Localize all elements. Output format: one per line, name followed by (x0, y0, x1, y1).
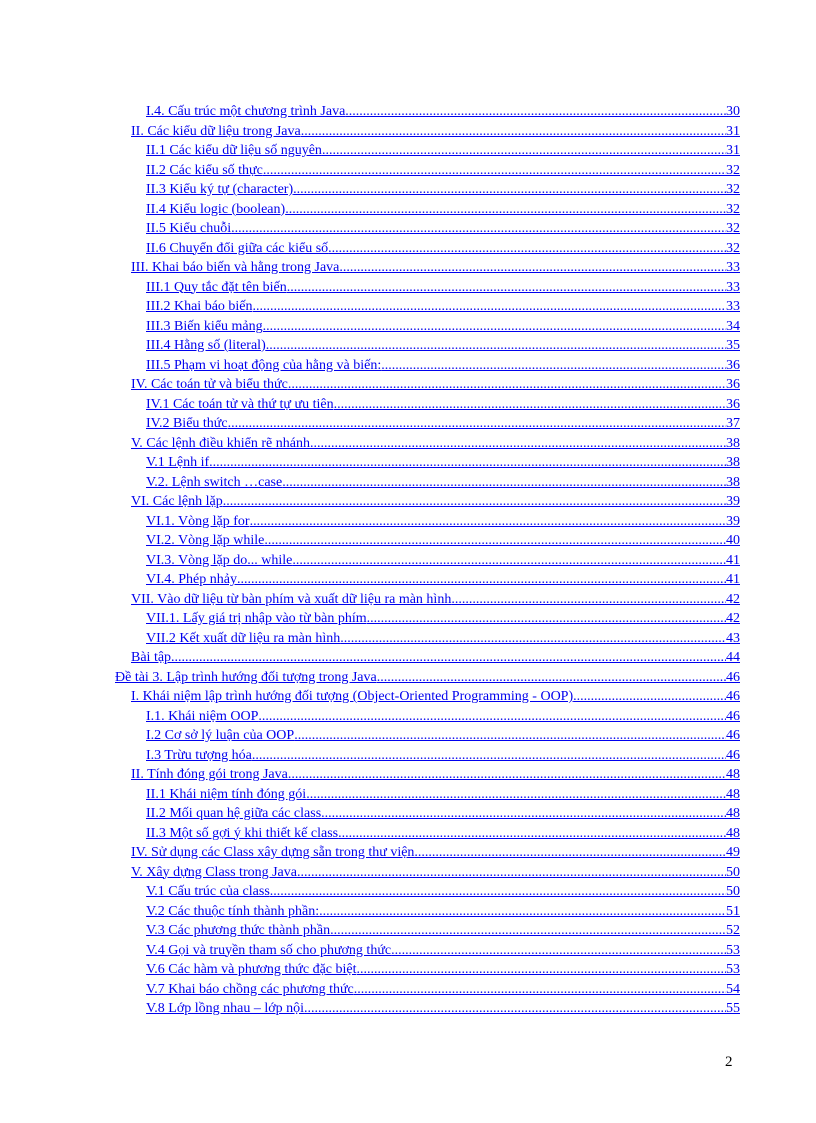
toc-entry-page: 33 (726, 299, 740, 314)
toc-entry[interactable] (131, 687, 740, 707)
toc-entry-page: 38 (726, 455, 740, 470)
toc-entry[interactable] (131, 843, 740, 863)
toc-entry-label: II.3 Một số gợi ý khi thiết kế class (146, 825, 339, 841)
toc-entry[interactable] (146, 707, 740, 727)
toc-dot-leader (253, 297, 726, 317)
toc-entry-label: I.2 Cơ sở lý luận của OOP (146, 728, 295, 743)
toc-dot-leader (321, 804, 726, 824)
toc-entry-page: 31 (726, 123, 740, 139)
toc-entry-label: Đề tài 3. Lập trình hướng đối tượng trong Java (115, 669, 377, 685)
toc-entry[interactable] (131, 492, 740, 512)
toc-entry-page: 32 (726, 162, 740, 178)
toc-entry-page: 42 (726, 591, 740, 607)
toc-dot-leader (357, 960, 727, 980)
toc-entry[interactable] (131, 590, 740, 610)
toc-entry-label: VII. Vào dữ liệu từ bàn phím và xuất dữ liệu ra màn hình (131, 591, 452, 607)
toc-entry[interactable] (146, 882, 740, 902)
toc-dot-leader (306, 785, 726, 805)
toc-dot-leader (338, 824, 726, 844)
toc-entry-label: II. Các kiểu dữ liệu trong Java (131, 123, 301, 139)
toc-entry-label: VI.3. Vòng lặp do... while (146, 552, 293, 568)
toc-entry[interactable] (131, 258, 740, 278)
toc-entry-label: I. Khái niệm lập trình hướng đối tượng (Object-Oriented Programming - OOP) (131, 689, 574, 704)
toc-dot-leader (301, 122, 726, 142)
toc-entry-label: IV. Sử dụng các Class xây dựng sẵn trong thư viện (131, 845, 415, 860)
toc-entry-label: II. Tính đóng gói trong Java (131, 767, 288, 782)
toc-dot-leader (237, 570, 726, 590)
toc-dot-leader (414, 843, 726, 863)
toc-entry-label: VII.1. Lấy giá trị nhập vào từ bàn phím (146, 611, 367, 626)
toc-dot-leader (223, 492, 726, 512)
toc-entry[interactable] (131, 648, 740, 668)
toc-dot-leader (367, 609, 726, 629)
toc-entry[interactable] (146, 317, 740, 337)
toc-entry-label: II.3 Kiểu ký tự (character) (146, 182, 294, 197)
toc-entry-page: 38 (726, 474, 740, 490)
toc-entry-page: 43 (726, 630, 740, 646)
toc-entry-label: VI. Các lệnh lặp (131, 494, 223, 509)
toc-entry-page: 42 (726, 611, 740, 626)
toc-dot-leader (319, 902, 726, 922)
toc-entry-page: 39 (726, 494, 740, 509)
toc-entry-label: II.4 Kiểu logic (boolean) (146, 201, 286, 217)
toc-dot-leader (270, 882, 726, 902)
toc-entry-label: VI.4. Phép nhảy (146, 572, 237, 587)
toc-dot-leader (287, 278, 726, 298)
toc-entry-page: 38 (726, 435, 740, 451)
toc-entry-label: II.1 Các kiểu dữ liệu số nguyên (146, 143, 322, 158)
toc-dot-leader (354, 980, 726, 1000)
toc-entry-page: 54 (726, 981, 740, 997)
toc-entry-label: V.2. Lệnh switch …case (146, 474, 283, 490)
toc-entry-label: III.2 Khai báo biến (146, 299, 253, 314)
toc-entry[interactable] (131, 375, 740, 395)
toc-dot-leader (263, 317, 726, 337)
toc-entry[interactable] (146, 824, 740, 844)
toc-entry-label: V.1 Cấu trúc của class (146, 884, 270, 899)
toc-entry[interactable] (146, 921, 740, 941)
toc-entry-label: II.2 Mối quan hệ giữa các class (146, 806, 322, 821)
toc-entry-page: 32 (726, 240, 740, 256)
toc-entry-page: 31 (726, 143, 740, 158)
toc-entry-page: 48 (726, 825, 740, 841)
toc-entry-page: 46 (726, 728, 740, 743)
toc-entry-page: 30 (726, 104, 740, 119)
toc-entry-label: II.5 Kiểu chuỗi (146, 221, 232, 236)
toc-dot-leader (304, 999, 726, 1019)
toc-entry-page: 50 (726, 884, 740, 899)
toc-dot-leader (209, 453, 726, 473)
toc-entry[interactable] (146, 902, 740, 922)
toc-entry-page: 36 (726, 377, 740, 392)
toc-entry-label: III.4 Hằng số (literal) (146, 338, 266, 353)
toc-dot-leader (282, 473, 726, 493)
toc-entry-label: V. Các lệnh điều khiển rẽ nhánh (131, 435, 310, 451)
toc-dot-leader (288, 375, 726, 395)
toc-entry[interactable] (146, 180, 740, 200)
toc-entry-page: 46 (726, 747, 740, 763)
toc-entry[interactable] (146, 980, 740, 1000)
toc-dot-leader (451, 590, 726, 610)
toc-entry-page: 33 (726, 279, 740, 295)
toc-entry[interactable] (146, 219, 740, 239)
toc-entry-page: 41 (726, 552, 740, 568)
toc-entry-label: IV.1 Các toán tử và thứ tự ưu tiên (146, 396, 334, 412)
toc-entry-label: V.6 Các hàm và phương thức đặc biệt (146, 962, 357, 977)
toc-entry-label: I.4. Cấu trúc một chương trình Java (146, 104, 346, 119)
toc-entry-page: 55 (726, 1001, 740, 1016)
toc-entry-page: 32 (726, 182, 740, 197)
toc-dot-leader (266, 336, 726, 356)
toc-entry[interactable] (146, 161, 740, 181)
toc-entry-page: 37 (726, 416, 740, 431)
toc-dot-leader (573, 687, 726, 707)
toc-entry[interactable] (131, 434, 740, 454)
toc-entry-page: 36 (726, 396, 740, 412)
toc-entry-label: VII.2 Kết xuất dữ liệu ra màn hình (146, 630, 341, 646)
toc-entry[interactable] (146, 278, 740, 298)
toc-dot-leader (310, 434, 726, 454)
toc-entry[interactable] (146, 551, 740, 571)
toc-entry[interactable] (146, 531, 740, 551)
toc-entry-label: IV. Các toán tử và biểu thức (131, 377, 288, 392)
toc-entry[interactable] (146, 336, 740, 356)
toc-dot-leader (294, 726, 726, 746)
toc-entry-label: VI.2. Vòng lặp while (146, 533, 265, 548)
toc-entry-page: 41 (726, 572, 740, 587)
toc-entry-label: I.1. Khái niệm OOP (146, 708, 259, 724)
toc-entry-label: III. Khai báo biến và hằng trong Java (131, 260, 340, 275)
toc-entry-label: V.2 Các thuộc tính thành phần: (146, 903, 320, 919)
toc-entry[interactable] (131, 122, 740, 142)
toc-dot-leader (264, 531, 726, 551)
toc-entry[interactable] (146, 239, 740, 259)
toc-dot-leader (231, 219, 726, 239)
toc-entry[interactable] (146, 512, 740, 532)
toc-entry-label: V.7 Khai báo chồng các phương thức (146, 981, 354, 997)
toc-dot-leader (330, 921, 726, 941)
toc-dot-leader (391, 941, 726, 961)
toc-entry[interactable] (146, 395, 740, 415)
toc-entry-page: 49 (726, 845, 740, 860)
toc-entry[interactable] (146, 609, 740, 629)
toc-entry-label: IV.2 Biểu thức (146, 416, 228, 431)
toc-dot-leader (252, 746, 726, 766)
toc-entry[interactable] (131, 765, 740, 785)
toc-entry[interactable] (146, 200, 740, 220)
toc-entry[interactable] (146, 999, 740, 1019)
toc-entry-page: 53 (726, 962, 740, 977)
toc-entry-label: V.1 Lệnh if (146, 455, 210, 470)
toc-dot-leader (345, 102, 726, 122)
toc-dot-leader (171, 648, 726, 668)
toc-dot-leader (288, 765, 726, 785)
toc-entry-page: 53 (726, 942, 740, 958)
toc-entry-label: III.3 Biến kiểu mảng (146, 318, 263, 334)
toc-entry-page: 33 (726, 260, 740, 275)
toc-dot-leader (293, 180, 726, 200)
toc-entry[interactable] (146, 804, 740, 824)
toc-entry-page: 46 (726, 669, 740, 685)
toc-entry[interactable] (146, 941, 740, 961)
table-of-contents (0, 102, 816, 1019)
toc-entry-page: 35 (726, 338, 740, 353)
toc-entry[interactable] (146, 141, 740, 161)
toc-entry-page: 50 (726, 864, 740, 880)
toc-dot-leader (250, 512, 726, 532)
toc-dot-leader (328, 239, 726, 259)
toc-entry-label: I.3 Trừu tượng hóa (146, 747, 252, 763)
toc-entry-label: V. Xây dựng Class trong Java (131, 864, 297, 880)
toc-entry-page: 52 (726, 923, 740, 938)
toc-dot-leader (263, 161, 726, 181)
toc-entry[interactable] (146, 102, 740, 122)
toc-entry[interactable] (146, 356, 740, 376)
toc-entry[interactable] (146, 473, 740, 493)
toc-entry-page: 46 (726, 708, 740, 724)
toc-dot-leader (339, 258, 726, 278)
toc-entry-label: II.2 Các kiểu số thực (146, 162, 263, 178)
toc-entry-page: 48 (726, 767, 740, 782)
toc-dot-leader (228, 414, 726, 434)
toc-entry-page: 51 (726, 903, 740, 919)
toc-entry-page: 39 (726, 513, 740, 529)
toc-dot-leader (292, 551, 726, 571)
toc-entry-page: 36 (726, 357, 740, 373)
toc-dot-leader (285, 200, 726, 220)
toc-entry[interactable] (146, 785, 740, 805)
toc-entry-page: 48 (726, 786, 740, 802)
toc-entry-page: 34 (726, 318, 740, 334)
toc-entry[interactable] (146, 570, 740, 590)
toc-dot-leader (258, 707, 726, 727)
toc-entry-label: V.8 Lớp lồng nhau – lớp nội (146, 1001, 305, 1016)
toc-dot-leader (334, 395, 726, 415)
toc-entry-page: 44 (726, 650, 740, 665)
toc-entry-page: 48 (726, 806, 740, 821)
toc-entry-label: II.1 Khái niệm tính đóng gói (146, 786, 307, 802)
toc-entry[interactable] (146, 726, 740, 746)
toc-entry-label: VI.1. Vòng lặp for (146, 513, 250, 529)
toc-entry[interactable] (115, 668, 740, 688)
toc-entry-label: III.1 Quy tắc đặt tên biến (146, 279, 287, 295)
toc-entry[interactable] (131, 863, 740, 883)
toc-entry-page: 40 (726, 533, 740, 548)
toc-entry[interactable] (146, 297, 740, 317)
toc-dot-leader (297, 863, 726, 883)
toc-entry[interactable] (146, 960, 740, 980)
toc-entry[interactable] (146, 746, 740, 766)
page-number: 2 (725, 1054, 733, 1070)
toc-entry-page: 32 (726, 221, 740, 236)
toc-dot-leader (381, 356, 726, 376)
toc-entry[interactable] (146, 414, 740, 434)
toc-dot-leader (340, 629, 726, 649)
toc-entry-label: II.6 Chuyển đổi giữa các kiểu số (146, 240, 329, 256)
toc-entry-page: 46 (726, 689, 740, 704)
toc-dot-leader (322, 141, 726, 161)
toc-entry-label: V.3 Các phương thức thành phần (146, 923, 331, 938)
toc-entry-label: V.4 Gọi và truyền tham số cho phương thức (146, 942, 392, 958)
toc-entry[interactable] (146, 453, 740, 473)
toc-entry[interactable] (146, 629, 740, 649)
toc-entry-label: Bài tập (131, 650, 172, 665)
toc-dot-leader (377, 668, 726, 688)
toc-entry-label: III.5 Phạm vi hoạt động của hằng và biến: (146, 357, 382, 373)
toc-entry-page: 32 (726, 201, 740, 217)
